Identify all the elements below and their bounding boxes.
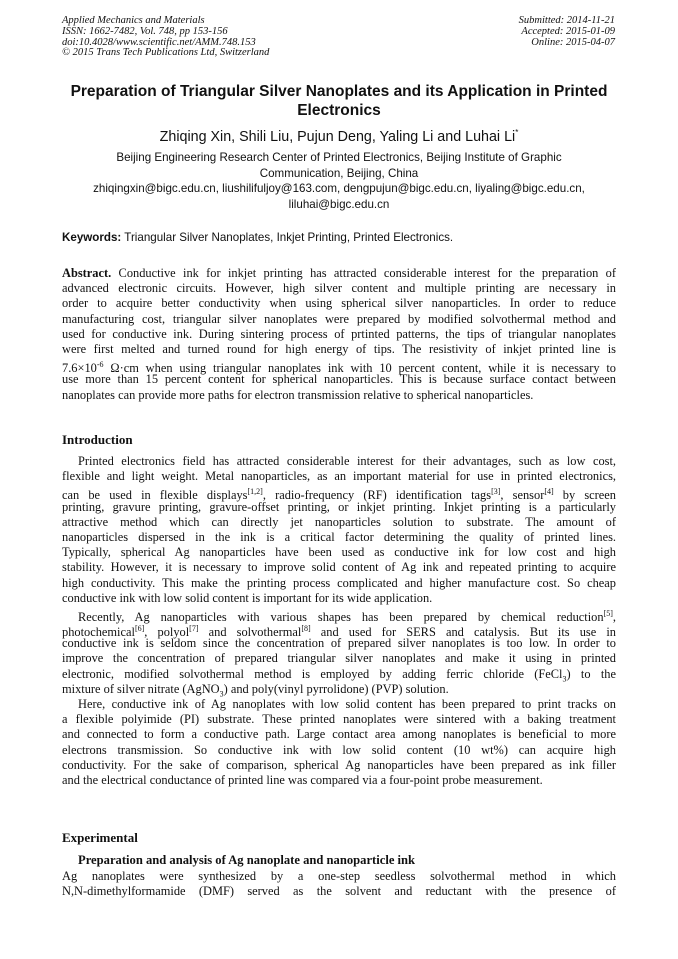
text-run: and solvothermal [198,625,302,640]
body-line: conductivity. For the sake of comparison, spherical Ag nanoparticles have been prepared as ink filler [62,757,616,772]
abstract-line [62,357,616,376]
text-run: Recently, Ag nanoparticles with various shapes has been prepared by chemical reduction [78,610,604,624]
accepted-date: Accepted: 2015-01-09 [521,25,615,37]
body-line: printing, gravure printing, gravure-offset printing, or inkjet printing. Inkjet printing is a particularly [62,499,616,514]
abstract [62,266,616,403]
citation: [3] [491,487,501,497]
submitted-date: Submitted: 2014-11-21 [518,15,615,26]
body-line: Here, conductive ink of Ag nanoplates with low solid content has been prepared to print tracks on [78,697,616,711]
abstract-line: use more than 15 percent content for spherical nanoparticles. This is because surface contact between [62,372,616,387]
body-line: electrons transmission. So conductive ink with low solid content (10 wt%) can acquire high [62,742,616,757]
email-line: liluhai@bigc.edu.cn [288,197,390,211]
text-run: , polyol [144,625,190,640]
text-run: and used for SERS and catalysis. But its use in [310,625,616,640]
abstract-text: Conductive ink for inkjet printing has attracted considerable interest for the preparation of [111,266,616,280]
citation: [6] [134,624,145,634]
journal-name: Applied Mechanics and Materials [62,15,205,26]
body-line: and the electrical conductance of printed line was compared via a four-point probe measurement. [62,772,543,787]
text-run: , sensor [500,488,545,503]
text-run: ) and poly(vinyl pyrrolidone) (PVP) solution. [223,681,449,696]
body-line: conductive ink with low solid content is important for its wide application. [62,590,433,605]
experimental-body [62,869,616,899]
introduction-body [62,454,616,788]
body-line: Typically, spherical Ag nanoparticles have been used as conductive ink for low cost and high [62,545,616,560]
keywords-label: Keywords: [62,231,122,244]
citation: [7] [189,624,199,634]
affiliation-line: Communication, Beijing, China [259,166,419,180]
keywords [62,230,616,245]
body-line: high conductivity. This make the printing process complicated and higher manufacture cost. So cheap [62,575,616,590]
journal-header-right [519,16,615,48]
body-line: attractive method which can directly jet nanoparticles solution to substrate. The amount of [62,514,616,529]
citation: [8] [301,624,311,634]
abstract-line [62,266,616,281]
abstract-line: nanoplates can provide more paths for electron transmission relative to spherical nanoparticles. [62,387,534,402]
section-heading-introduction: Introduction [62,432,133,447]
journal-issn: ISSN: 1662-7482, Vol. 748, pp 153-156 [62,25,228,37]
section-heading-experimental: Experimental [62,830,138,845]
body-line: Printed electronics field has attracted considerable interest for their advantages, such as low cost, [78,454,616,468]
online-date: Online: 2015-04-07 [531,36,615,48]
subsection-heading: Preparation and analysis of Ag nanoplate and nanoparticle ink [78,853,416,867]
text-run: can be used in flexible displays [62,488,248,503]
email-line: zhiqingxin@bigc.edu.cn, liushilifuljoy@163.com, dengpujun@bigc.edu.cn, liyaling@bigc.edu.cn, [93,182,585,195]
body-line: a flexible polyimide (PI) substrate. These printed nanoplates were sintered with a baking treatment [62,712,616,727]
subscript: 3 [562,674,567,684]
author-list [62,124,616,146]
corresponding-author-mark: * [515,128,519,137]
text-run: electronic, modified solvothermal method is employed by adding ferric chloride (FeCl [62,666,563,681]
body-line: stability. However, it is necessary to improve solid content of Ag ink and repeated printing to acquire [62,560,616,575]
body-line: conductive ink is seldom since the concentration of prepared silver nanoplates is too low. In order to [62,636,616,651]
citation: [5] [603,608,613,618]
abstract-line: manufacturing cost, triangular silver nanoplates were prepared by modified solvothermal method and [62,311,616,326]
affiliation-line: Beijing Engineering Research Center of Printed Electronics, Beijing Institute of Graphic [116,151,562,164]
superscript: -6 [96,360,104,370]
text-run: mixture of silver nitrate (AgNO [62,681,220,696]
affiliation-block [62,150,616,212]
text-run: Ω·cm when using triangular nanoplates ink with 10 percent content, while it is necessary to [103,361,616,376]
abstract-line: were first melted and turned round for high energy of tips. The resistivity of inkjet printed line is [62,341,616,356]
body-line [62,606,616,624]
body-line: nanoparticles dispersed in the ink is a critical factor determining the quality of printed lines. [62,529,616,544]
citation: [4] [544,487,554,497]
abstract-line: used for conductive ink. During sintering process of prtinted patterns, the tips of triangular nanoplates [62,326,616,341]
body-line: N,N-dimethylformamide (DMF) served as the solvent and reductant with the presence of [62,884,616,899]
text-run: photochemical [62,625,135,640]
citation: [1,2] [247,487,263,497]
journal-copyright: © 2015 Trans Tech Publications Ltd, Switzerland [62,47,270,59]
abstract-line: advanced electronic circuits. However, high silver content and multiple printing are necessary in [62,281,616,296]
body-line [62,484,616,503]
text-run: ) to the [566,666,616,681]
body-line [62,667,616,682]
body-line [62,621,616,640]
abstract-line: order to acquire better conductivity when using spherical silver nanoparticles. In order to reduce [62,296,616,311]
keywords-text: Triangular Silver Nanoplates, Inkjet Printing, Printed Electronics. [121,231,454,244]
body-line: Ag nanoplates were synthesized by a one-step seedless solvothermal method in which [62,869,616,883]
body-line: flexible and light weight. Metal nanoparticles, as an important material for use in printed electronics, [62,469,616,484]
paper-title: Preparation of Triangular Silver Nanoplates and its Application in Printed Electronics [70,83,608,119]
text-run: 7.6×10 [62,361,97,376]
abstract-label: Abstract. [62,266,112,280]
journal-header-left [62,16,269,59]
authors-text: Zhiqing Xin, Shili Liu, Pujun Deng, Yaling Li and Luhai Li [159,128,516,145]
text-run: , [612,610,616,624]
text-run: , radio-frequency (RF) identification tags [262,488,492,503]
body-line: and connected to form a conductive path. Large contact area among nanoplates is beneficial to more [62,727,616,742]
body-line [62,682,616,697]
body-line: improve the concentration of prepared triangular silver nanoplates and make it using in printed [62,651,616,666]
subscript: 3 [219,689,224,699]
text-run: by screen [553,488,616,503]
journal-doi: doi:10.4028/www.scientific.net/AMM.748.153 [62,36,256,48]
